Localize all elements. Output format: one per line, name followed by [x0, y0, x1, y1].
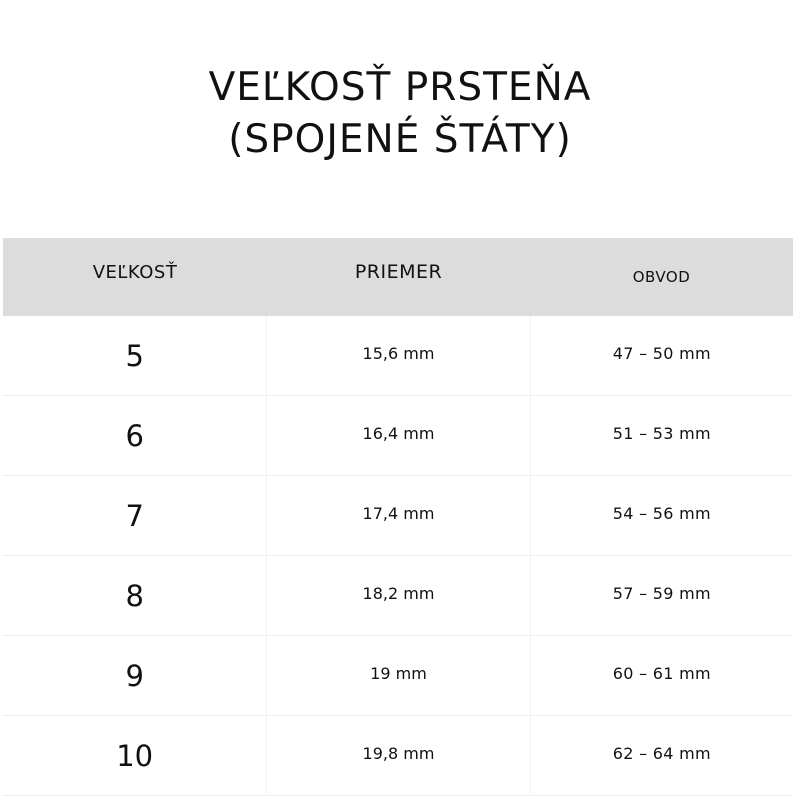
page-title	[0, 62, 800, 166]
cell-diameter: 19,8 mm	[267, 716, 530, 795]
cell-size: 7	[3, 476, 267, 555]
cell-size: 6	[3, 396, 267, 475]
size-table	[3, 238, 793, 796]
cell-circumference: 60 – 61 mm	[612, 664, 711, 683]
table-row	[3, 316, 793, 396]
cell-diameter: 19 mm	[267, 636, 530, 715]
cell-size: 8	[3, 556, 267, 635]
table-row	[3, 396, 793, 476]
cell-diameter: 18,2 mm	[267, 556, 530, 635]
table-row	[3, 636, 793, 716]
table-header	[3, 238, 793, 316]
cell-size: 5	[3, 316, 267, 395]
cell-diameter: 16,4 mm	[267, 396, 530, 475]
table-row	[3, 556, 793, 636]
cell-size: 9	[3, 636, 267, 715]
cell-diameter: 15,6 mm	[267, 316, 530, 395]
cell-circumference: 54 – 56 mm	[612, 504, 711, 523]
table-row	[3, 716, 793, 796]
header-size: VEĽKOSŤ	[92, 261, 178, 283]
header-diameter: PRIEMER	[354, 261, 443, 283]
title-line-1: VEĽKOSŤ PRSTEŇA	[208, 65, 592, 110]
cell-circumference: 62 – 64 mm	[612, 744, 711, 763]
header-circumference: OBVOD	[632, 268, 691, 286]
cell-diameter: 17,4 mm	[267, 476, 530, 555]
cell-circumference: 57 – 59 mm	[612, 584, 711, 603]
table-row	[3, 476, 793, 556]
cell-circumference: 47 – 50 mm	[612, 344, 711, 363]
cell-circumference: 51 – 53 mm	[612, 424, 711, 443]
cell-size: 10	[3, 716, 267, 795]
title-line-2: (SPOJENÉ ŠTÁTY)	[228, 117, 572, 162]
